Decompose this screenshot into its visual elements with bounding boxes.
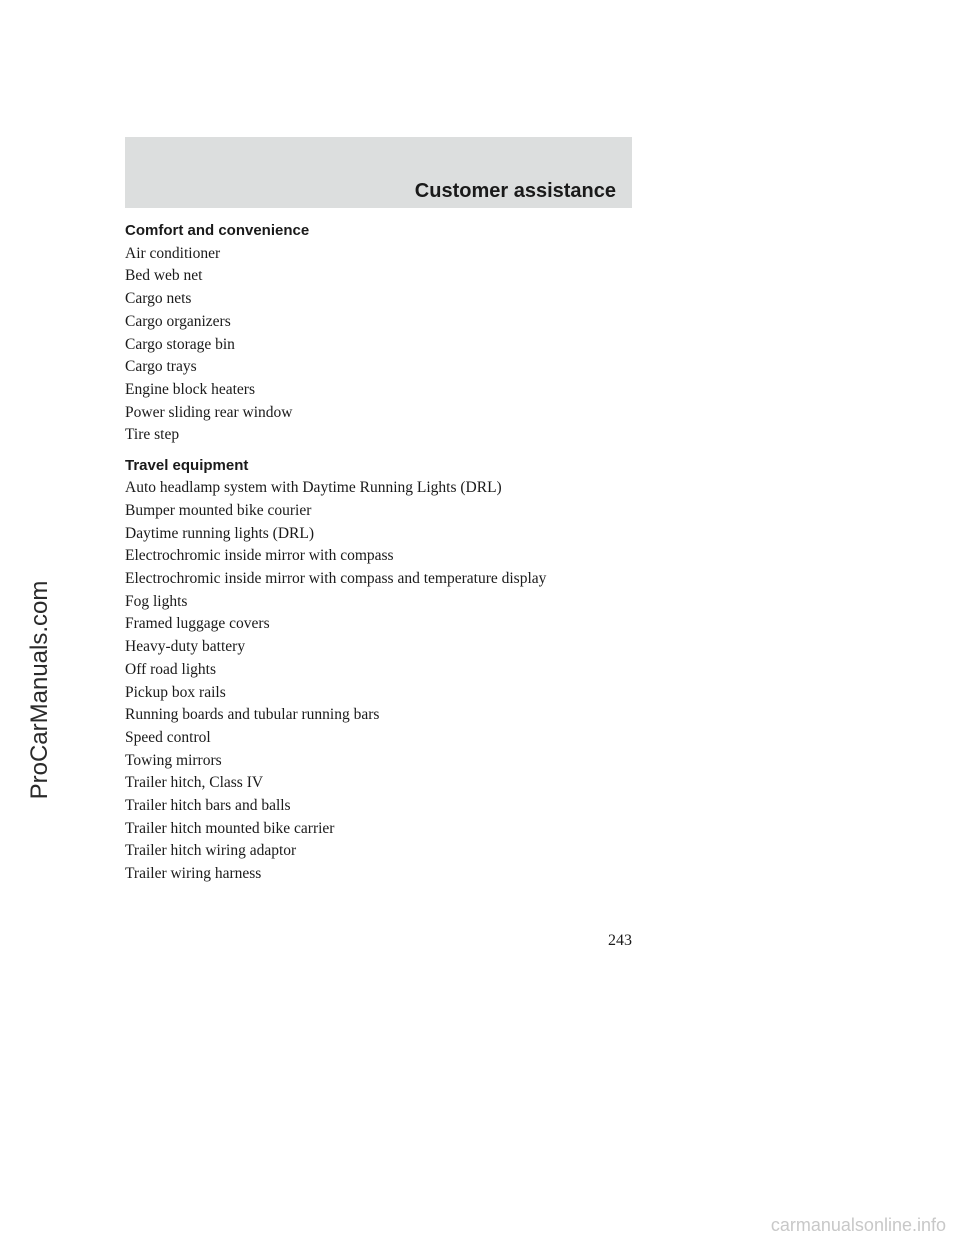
list-item: Bumper mounted bike courier xyxy=(125,501,312,519)
section-heading: Travel equipment xyxy=(125,456,249,474)
side-watermark: ProCarManuals.com xyxy=(26,580,53,800)
list-item: Trailer hitch mounted bike carrier xyxy=(125,819,335,837)
list-item: Engine block heaters xyxy=(125,380,255,398)
list-item: Trailer hitch bars and balls xyxy=(125,797,291,815)
accessory-list xyxy=(125,477,645,886)
list-item: Trailer hitch, Class IV xyxy=(125,774,264,792)
page-number: 243 xyxy=(608,932,632,949)
list-item: Power sliding rear window xyxy=(125,403,293,421)
list-item: Cargo nets xyxy=(125,290,192,308)
list-item: Fog lights xyxy=(125,592,188,610)
accessory-list xyxy=(125,243,645,447)
list-item: Trailer hitch wiring adaptor xyxy=(125,842,297,860)
list-item: Electrochromic inside mirror with compass xyxy=(125,547,394,565)
list-item: Speed control xyxy=(125,728,211,746)
list-item: Off road lights xyxy=(125,660,216,678)
list-item: Auto headlamp system with Daytime Running Lights (DRL) xyxy=(125,479,502,497)
page-content xyxy=(125,220,645,886)
list-item: Heavy-duty battery xyxy=(125,638,246,656)
list-item: Cargo storage bin xyxy=(125,335,235,353)
section-header-band xyxy=(125,137,632,208)
section-comfort-and-convenience xyxy=(125,220,645,447)
list-item: Cargo trays xyxy=(125,358,197,376)
list-item: Cargo organizers xyxy=(125,312,231,330)
list-item: Daytime running lights (DRL) xyxy=(125,524,314,542)
list-item: Towing mirrors xyxy=(125,751,222,769)
list-item: Trailer wiring harness xyxy=(125,865,262,883)
section-travel-equipment xyxy=(125,455,645,886)
footer-watermark: carmanualsonline.info xyxy=(770,1215,946,1235)
list-item: Bed web net xyxy=(125,267,203,285)
list-item: Electrochromic inside mirror with compass and temperature display xyxy=(125,570,547,588)
list-item: Tire step xyxy=(125,426,180,444)
list-item: Running boards and tubular running bars xyxy=(125,706,380,724)
list-item: Framed luggage covers xyxy=(125,615,270,633)
list-item: Air conditioner xyxy=(125,244,221,262)
section-heading: Comfort and convenience xyxy=(125,222,310,239)
section-title: Customer assistance xyxy=(414,180,616,202)
list-item: Pickup box rails xyxy=(125,683,226,701)
